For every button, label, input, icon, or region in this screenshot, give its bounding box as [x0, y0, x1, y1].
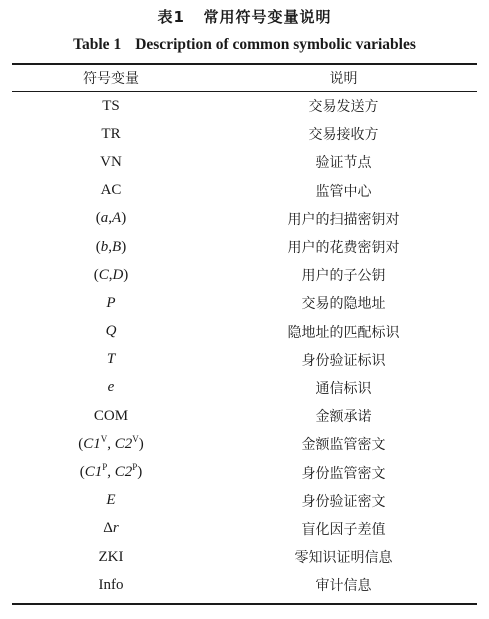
description-cell: 用户的花费密钥对: [287, 240, 400, 257]
table-row: [12, 177, 477, 205]
description-cell: 身份验证密文: [301, 493, 386, 510]
table-row: [12, 487, 477, 515]
symbol-cell: VN: [100, 153, 122, 170]
description-cell: 验证节点: [315, 155, 372, 172]
symbol-cell: ($C1^P$, $C2^P$): [79, 462, 143, 481]
table-caption-cn: [0, 4, 489, 30]
symbol-cell: E: [106, 492, 116, 509]
symbol-cell: (a,A): [95, 210, 127, 227]
symbol-cell: Info: [98, 576, 124, 593]
description-cell: 身份验证标识: [301, 352, 386, 369]
table-row: [12, 430, 477, 458]
symbol-cell: TR: [101, 125, 121, 142]
description-cell: 盲化因子差值: [301, 521, 386, 538]
description-cell: 通信标识: [315, 380, 372, 397]
table-header-row: [12, 64, 477, 91]
description-cell: 身份监管密文: [301, 465, 386, 482]
caption-en-prefix: Table 1: [73, 36, 122, 53]
table-row: [12, 289, 477, 317]
symbol-cell: T: [106, 351, 116, 368]
table-bottom-rule: [12, 603, 477, 605]
table-caption-en: [0, 33, 489, 57]
table-row: [12, 205, 477, 233]
symbol-cell: ZKI: [98, 548, 124, 565]
description-cell: 金额监管密文: [301, 437, 386, 454]
symbol-cell: e: [107, 379, 115, 396]
table-row: [12, 571, 477, 599]
table-row: [12, 233, 477, 261]
table-row: [12, 91, 477, 120]
table-row: [12, 120, 477, 148]
table-row: [12, 261, 477, 289]
table-row: [12, 458, 477, 486]
description-cell: 用户的子公钥: [301, 268, 386, 285]
caption-en-title: Description of common symbolic variables: [135, 36, 416, 53]
table-row: [12, 374, 477, 402]
symbol-cell: Q: [105, 323, 117, 340]
description-cell: 交易发送方: [308, 99, 379, 116]
table-row: [12, 402, 477, 430]
caption-cn-title: 常用符号变量说明: [203, 8, 332, 26]
table-row: [12, 318, 477, 346]
header-symbol: 符号变量: [83, 70, 139, 87]
caption-cn-prefix: 表1: [157, 8, 185, 26]
table-row: [12, 515, 477, 543]
table-row: [12, 148, 477, 176]
symbol-cell: ($C1^V$, $C2^V$): [78, 433, 144, 452]
symbol-cell: AC: [100, 182, 122, 199]
description-cell: 零知识证明信息: [294, 550, 393, 567]
symbol-table: [12, 64, 477, 599]
symbol-cell: COM: [93, 407, 129, 424]
description-cell: 交易的隐地址: [301, 296, 386, 313]
description-cell: 交易接收方: [308, 127, 379, 144]
header-description: 说明: [329, 70, 358, 87]
description-cell: 监管中心: [315, 183, 372, 200]
table-row: [12, 346, 477, 374]
symbol-cell: TS: [102, 97, 120, 114]
description-cell: 金额承诺: [315, 409, 372, 426]
description-cell: 审计信息: [315, 578, 372, 595]
table-row: [12, 543, 477, 571]
symbol-cell: P: [106, 294, 116, 311]
description-cell: 隐地址的匹配标识: [287, 324, 400, 341]
symbol-cell: (b,B): [95, 238, 127, 255]
symbol-cell: (C,D): [93, 266, 129, 283]
description-cell: 用户的扫描密钥对: [287, 211, 400, 228]
symbol-cell: Δr: [103, 520, 119, 537]
